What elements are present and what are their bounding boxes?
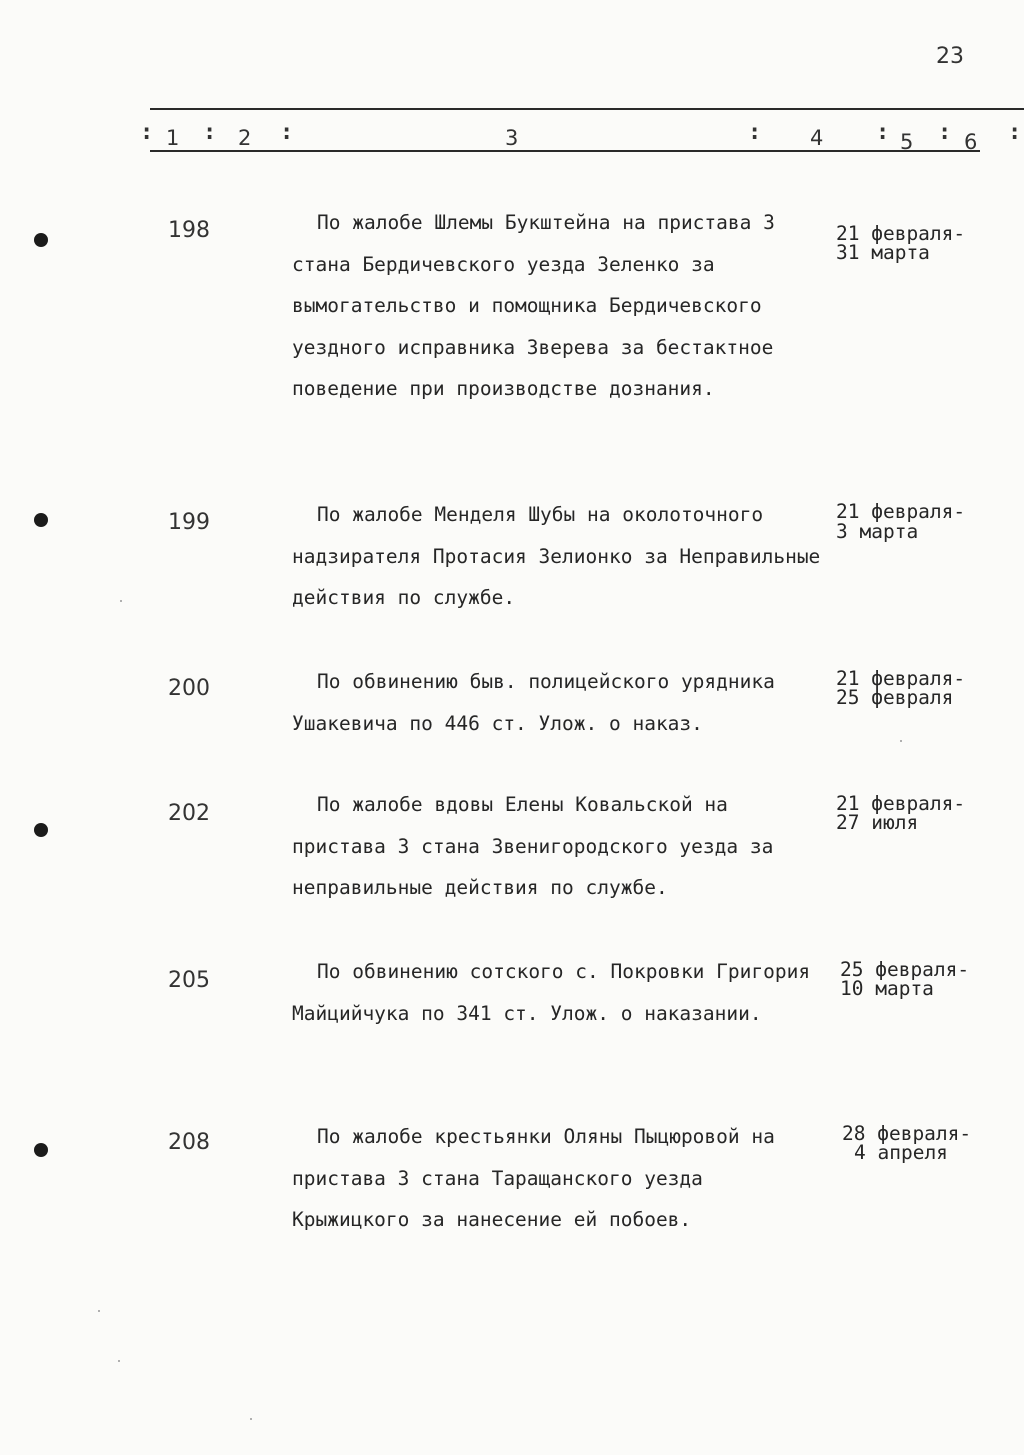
punch-hole — [34, 233, 48, 247]
page-number: 23 — [936, 44, 964, 69]
entry-description: По жалобе крестьянки Оляны Пыцюровой на пристава 3 стана Таращанского уезда Крыжицкого за нанесение ей побоев. — [292, 1125, 775, 1231]
header-rule-top — [150, 108, 1024, 110]
scan-speck — [118, 1360, 120, 1362]
entry-date-to: 3 марта — [836, 520, 919, 543]
scan-speck — [900, 740, 902, 742]
punch-hole — [34, 823, 48, 837]
punch-hole — [34, 1143, 48, 1157]
entry-date-to: 25 февраля — [836, 686, 954, 709]
entry-date-from: 21 февраля- — [836, 222, 966, 245]
column-separator: : — [140, 120, 154, 145]
column-separator: : — [280, 120, 294, 145]
column-separator: : — [1008, 120, 1022, 145]
entry-date-to: 10 марта — [840, 977, 934, 1000]
entry-description: По обвинению быв. полицейского урядника Ушакевича по 446 ст. Улож. о наказ. — [292, 670, 775, 735]
entry-number: 202 — [168, 801, 210, 826]
entry-date-from: 21 февраля- — [836, 792, 966, 815]
entry-date-from: 21 февраля- — [836, 667, 966, 690]
entry-date-to: 31 марта — [836, 241, 930, 264]
column-heading-5: 5 — [900, 130, 914, 154]
column-separator: : — [748, 120, 762, 145]
punch-hole — [34, 513, 48, 527]
entry-number: 199 — [168, 510, 210, 535]
entry-number: 205 — [168, 968, 210, 993]
entry-date-from: 28 февраля- — [842, 1122, 972, 1145]
entry-number: 208 — [168, 1130, 210, 1155]
entry-description: По обвинению сотского с. Покровки Григория Майцийчука по 341 ст. Улож. о наказании. — [292, 960, 811, 1025]
entry-description: По жалобе вдовы Елены Ковальской на пристава 3 стана Звенигородского уезда за неправильные действия по службе. — [292, 793, 774, 899]
header-rule-bottom — [150, 150, 980, 152]
column-heading-6: 6 — [964, 130, 978, 154]
entry-number: 200 — [168, 676, 210, 701]
entry-date-from: 21 февраля- — [836, 500, 966, 523]
scan-speck — [98, 1310, 100, 1312]
entry-description: По жалобе Менделя Шубы на околоточного надзирателя Протасия Зелионко за Неправильные действия по службе. — [292, 503, 821, 609]
column-heading-1: 1 — [166, 126, 180, 150]
entry-date-from: 25 февраля- — [840, 958, 970, 981]
scan-speck — [120, 600, 122, 602]
entry-number: 198 — [168, 218, 210, 243]
scan-speck — [250, 1418, 252, 1420]
column-separator: : — [938, 120, 952, 145]
column-heading-2: 2 — [238, 126, 252, 150]
column-heading-4: 4 — [810, 126, 824, 150]
column-heading-3: 3 — [505, 126, 519, 150]
column-separator: : — [203, 120, 217, 145]
column-separator: : — [876, 120, 890, 145]
entry-date-to: 27 июля — [836, 811, 919, 834]
entry-description: По жалобе Шлемы Букштейна на пристава 3 стана Бердичевского уезда Зеленко за вымогательство и помощника Бердичевского уездного исправника Зверева за бестактное поведение при производстве дознания. — [292, 211, 775, 400]
entry-date-to: 4 апреля — [854, 1141, 948, 1164]
